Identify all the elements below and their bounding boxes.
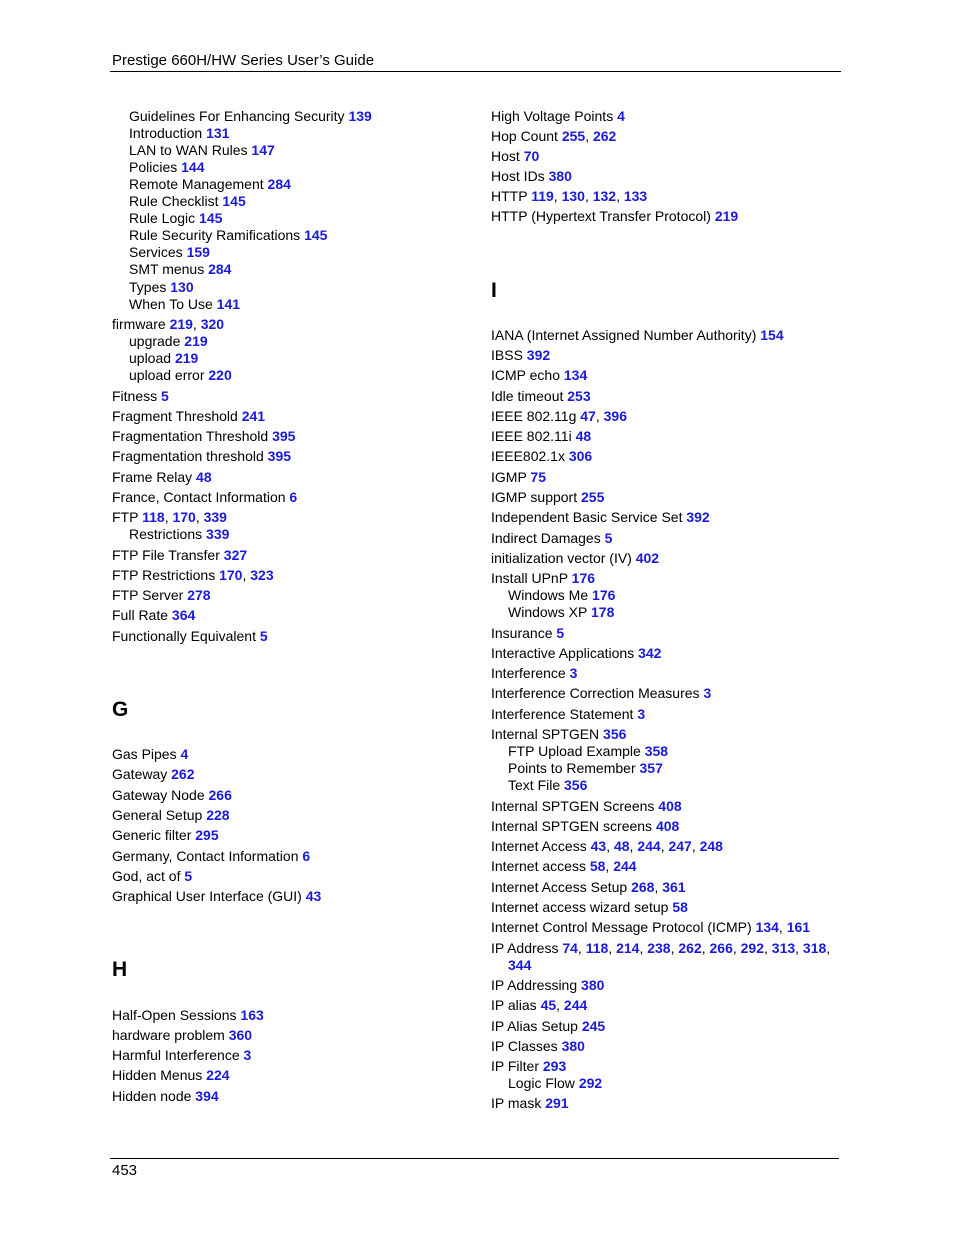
index-subentry — [129, 333, 208, 350]
page-link[interactable]: 134 — [563, 367, 588, 383]
index-entry — [112, 628, 268, 645]
page-link[interactable]: 4 — [617, 108, 625, 124]
index-term: France, Contact Information — [112, 489, 286, 505]
index-term: Policies — [129, 159, 178, 175]
index-term: Graphical User Interface (GUI) — [112, 888, 302, 904]
index-term: Internet Access Setup — [491, 879, 628, 895]
index-term: Fragment Threshold — [112, 408, 238, 424]
index-entry: firmware 219, 320 — [112, 316, 225, 332]
page-link[interactable]: 380 — [561, 1038, 585, 1054]
index-entry — [112, 766, 195, 783]
index-term: Windows XP — [508, 604, 588, 620]
index-term: Points to Remember — [508, 760, 636, 776]
index-entry — [491, 1058, 566, 1075]
index-term: IP Addressing — [491, 977, 578, 993]
page-link[interactable]: 3 — [243, 1047, 252, 1063]
index-subentry — [129, 279, 194, 296]
page-link[interactable]: 266 — [208, 787, 232, 803]
index-term: FTP File Transfer — [112, 547, 220, 563]
page-link[interactable]: 6 — [289, 489, 298, 505]
page-link[interactable]: 5 — [556, 625, 565, 641]
index-term: Half-Open Sessions — [112, 1007, 237, 1023]
index-subentry — [508, 743, 668, 760]
page-link[interactable]: 356 — [564, 777, 588, 793]
index-entry — [491, 530, 612, 547]
index-subentry — [129, 261, 231, 278]
page-link[interactable]: 133 — [623, 188, 648, 204]
index-entry — [491, 108, 625, 125]
page-link[interactable]: 58 — [672, 899, 688, 915]
page-link[interactable]: 145 — [199, 210, 223, 226]
index-term: High Voltage Points — [491, 108, 614, 124]
index-entry — [491, 388, 591, 405]
index-term: IGMP support — [491, 489, 578, 505]
index-entry — [491, 208, 738, 225]
index-term: God, act of — [112, 868, 181, 884]
page-link[interactable]: 147 — [251, 142, 275, 158]
index-subentry — [129, 367, 232, 384]
page-link[interactable]: 43 — [305, 888, 322, 904]
index-entry — [112, 489, 297, 506]
page-link[interactable]: 284 — [208, 261, 232, 277]
page-link[interactable]: 48 — [196, 469, 212, 485]
index-subentry — [129, 210, 222, 227]
page-link[interactable]: 145 — [222, 193, 246, 209]
footer-rule — [110, 1158, 839, 1159]
index-entry — [112, 587, 211, 604]
index-entry: IP alias 45, 244 — [491, 997, 588, 1013]
page-link[interactable]: 219 — [714, 208, 739, 224]
index-entry — [491, 347, 550, 364]
page-link[interactable]: 219 — [174, 350, 199, 366]
index-term: HTTP (Hypertext Transfer Protocol) — [491, 208, 711, 224]
page-link[interactable]: 170 — [219, 567, 243, 583]
index-entry: Internet Control Message Protocol (ICMP) 134, 161 — [491, 919, 811, 935]
index-entry — [491, 899, 688, 916]
page-link[interactable]: 364 — [171, 607, 196, 623]
index-term: Internet Control Message Protocol (ICMP) — [491, 919, 752, 935]
index-term: Full Rate — [112, 607, 169, 623]
index-subentry — [129, 350, 198, 367]
page-link[interactable]: 248 — [699, 838, 723, 854]
page-link[interactable]: 214 — [616, 940, 640, 956]
index-entry — [491, 148, 539, 165]
index-term: Germany, Contact Information — [112, 848, 299, 864]
page-link[interactable]: 255 — [581, 489, 605, 505]
page-link[interactable]: 278 — [187, 587, 211, 603]
index-entry: Internet access 58, 244 — [491, 858, 637, 874]
index-term: Gateway — [112, 766, 168, 782]
index-term: Indirect Damages — [491, 530, 601, 546]
index-term: Internet access wizard setup — [491, 899, 669, 915]
page-link[interactable]: 380 — [581, 977, 605, 993]
index-entry — [112, 408, 265, 425]
index-term: Gateway Node — [112, 787, 205, 803]
index-entry — [112, 1088, 219, 1105]
index-entry — [491, 489, 604, 506]
index-term: IEEE 802.11g — [491, 408, 577, 424]
index-entry — [491, 570, 595, 587]
index-entry — [112, 469, 212, 486]
page-link[interactable]: 224 — [206, 1067, 230, 1083]
index-subentry — [129, 227, 327, 244]
page-link[interactable]: 244 — [613, 858, 637, 874]
page-link[interactable]: 176 — [592, 587, 616, 603]
index-term: Internal SPTGEN — [491, 726, 600, 742]
page-link[interactable]: 45 — [540, 997, 557, 1013]
index-term: IEEE 802.11i — [491, 428, 572, 444]
page-link[interactable]: 74 — [562, 940, 578, 956]
index-term: Introduction — [129, 125, 203, 141]
page-link[interactable]: 284 — [267, 176, 291, 192]
page-link[interactable]: 245 — [581, 1018, 606, 1034]
index-term: Fragmentation Threshold — [112, 428, 269, 444]
page-link[interactable]: 266 — [709, 940, 733, 956]
page-link[interactable]: 295 — [195, 827, 219, 843]
header-rule — [110, 71, 841, 72]
page-link[interactable]: 380 — [548, 168, 572, 184]
index-term: upgrade — [129, 333, 181, 349]
index-entry — [491, 327, 784, 344]
page-link[interactable]: 342 — [638, 645, 662, 661]
index-entry — [491, 367, 587, 384]
index-entry: HTTP 119, 130, 132, 133 — [491, 188, 648, 204]
page-link[interactable]: 219 — [169, 316, 193, 332]
index-subentry — [129, 108, 372, 125]
page-link[interactable]: 394 — [195, 1088, 219, 1104]
index-term: When To Use — [129, 296, 213, 312]
page-link[interactable]: 392 — [686, 509, 710, 525]
index-term: IP Classes — [491, 1038, 558, 1054]
page-link[interactable]: 170 — [172, 509, 196, 525]
page-link[interactable]: 320 — [200, 316, 225, 332]
page-link[interactable]: 408 — [655, 818, 680, 834]
page-link[interactable]: 3 — [703, 685, 712, 701]
index-entry: Internet Access 43, 48, 244, 247, 248 — [491, 838, 723, 854]
index-term: Interference Correction Measures — [491, 685, 700, 701]
index-entry — [112, 607, 195, 624]
index-entry — [112, 827, 219, 844]
page-link[interactable]: 4 — [180, 746, 189, 762]
page-link[interactable]: 5 — [184, 868, 193, 884]
index-subentry — [129, 244, 210, 261]
index-entry — [112, 888, 321, 905]
index-subentry — [508, 760, 663, 777]
section-letter: I — [491, 279, 497, 302]
page-link[interactable]: 176 — [571, 570, 596, 586]
index-entry: IP Address 74, 118, 214, 238, 262, 266, 292, 313, 318, — [491, 940, 831, 956]
index-entry — [112, 448, 291, 465]
index-subentry — [129, 125, 229, 142]
index-entry-continuation — [508, 957, 531, 974]
index-entry — [491, 645, 661, 662]
page-link[interactable]: 395 — [267, 448, 292, 464]
index-term: Services — [129, 244, 183, 260]
page-link[interactable]: 262 — [171, 766, 195, 782]
index-entry — [112, 1027, 252, 1044]
index-term: Hidden node — [112, 1088, 192, 1104]
index-entry — [491, 1095, 569, 1112]
index-subentry — [129, 176, 291, 193]
page-link[interactable]: 255 — [561, 128, 586, 144]
page-link[interactable]: 163 — [240, 1007, 264, 1023]
page-link[interactable]: 253 — [567, 388, 591, 404]
index-entry: FTP 118, 170, 339 — [112, 509, 227, 525]
page-link[interactable]: 262 — [592, 128, 617, 144]
index-entry — [491, 428, 591, 445]
page-link[interactable]: 118 — [142, 509, 165, 525]
index-term: Generic filter — [112, 827, 192, 843]
page-link[interactable]: 358 — [644, 743, 669, 759]
index-term: Types — [129, 279, 167, 295]
index-entry — [491, 818, 679, 835]
index-term: Windows Me — [508, 587, 589, 603]
page-link[interactable]: 360 — [228, 1027, 253, 1043]
page-link[interactable]: 356 — [603, 726, 627, 742]
page-link[interactable]: 58 — [589, 858, 606, 874]
page-link[interactable]: 361 — [662, 879, 686, 895]
index-term: Internal SPTGEN screens — [491, 818, 653, 834]
page-link[interactable]: 178 — [591, 604, 615, 620]
page-link[interactable]: 161 — [786, 919, 811, 935]
index-entry — [491, 509, 710, 526]
page-link[interactable]: 228 — [206, 807, 230, 823]
index-entry — [112, 1067, 230, 1084]
page-link[interactable]: 144 — [181, 159, 205, 175]
index-term: Hidden Menus — [112, 1067, 203, 1083]
index-term: Rule Checklist — [129, 193, 219, 209]
index-term: upload — [129, 350, 172, 366]
index-term: Interactive Applications — [491, 645, 635, 661]
index-term: FTP Server — [112, 587, 184, 603]
page-link[interactable]: 219 — [184, 333, 208, 349]
page-link[interactable]: 244 — [563, 997, 588, 1013]
page-link[interactable]: 5 — [161, 388, 169, 404]
index-term: firmware — [112, 316, 166, 332]
page-link[interactable]: 339 — [203, 509, 227, 525]
page-link[interactable]: 327 — [223, 547, 248, 563]
page-link[interactable]: 244 — [637, 838, 661, 854]
page-link[interactable]: 357 — [639, 760, 663, 776]
index-term: FTP Restrictions — [112, 567, 216, 583]
index-term: Host — [491, 148, 520, 164]
index-term: IP Alias Setup — [491, 1018, 578, 1034]
index-entry — [491, 469, 546, 486]
page-link[interactable]: 118 — [585, 940, 609, 956]
page-link[interactable]: 70 — [523, 148, 540, 164]
index-term: IP Filter — [491, 1058, 539, 1074]
index-term: IP alias — [491, 997, 537, 1013]
index-subentry — [129, 526, 229, 543]
index-term: Internet Access — [491, 838, 587, 854]
index-entry: Hop Count 255, 262 — [491, 128, 617, 144]
index-term: IGMP — [491, 469, 527, 485]
index-term: Rule Security Ramifications — [129, 227, 301, 243]
index-term: Host IDs — [491, 168, 545, 184]
index-subentry — [129, 193, 246, 210]
page-link[interactable]: 6 — [302, 848, 311, 864]
page-link[interactable]: 130 — [170, 279, 194, 295]
index-entry — [112, 868, 192, 885]
page-link[interactable]: 220 — [208, 367, 232, 383]
index-term: Rule Logic — [129, 210, 196, 226]
page-link[interactable]: 292 — [740, 940, 764, 956]
index-subentry — [129, 142, 275, 159]
page-link[interactable]: 139 — [348, 108, 372, 124]
index-entry — [112, 1007, 264, 1024]
index-term: General Setup — [112, 807, 203, 823]
page-link[interactable]: 141 — [216, 296, 241, 312]
index-entry — [112, 787, 232, 804]
page-link[interactable]: 5 — [259, 628, 268, 644]
page-link[interactable]: 392 — [526, 347, 551, 363]
page-link[interactable]: 344 — [508, 957, 532, 973]
index-entry — [491, 706, 645, 723]
index-term: FTP — [112, 509, 139, 525]
index-term: IBSS — [491, 347, 523, 363]
running-header: Prestige 660H/HW Series User’s Guide — [112, 52, 375, 69]
section-letter: H — [112, 958, 128, 981]
index-entry — [112, 547, 247, 564]
index-entry — [491, 798, 682, 815]
index-term: HTTP — [491, 188, 528, 204]
index-term: upload error — [129, 367, 205, 383]
page-link[interactable]: 3 — [637, 706, 646, 722]
page-link[interactable]: 291 — [545, 1095, 569, 1111]
index-term: Fitness — [112, 388, 158, 404]
page-link[interactable]: 47 — [580, 408, 596, 424]
index-subentry — [508, 587, 615, 604]
index-term: Internet access — [491, 858, 586, 874]
page-link[interactable]: 323 — [250, 567, 274, 583]
page-link[interactable]: 43 — [590, 838, 607, 854]
index-term: Insurance — [491, 625, 553, 641]
page-link[interactable]: 262 — [678, 940, 702, 956]
page-link[interactable]: 268 — [631, 879, 655, 895]
page-link[interactable]: 396 — [603, 408, 627, 424]
index-entry — [112, 428, 295, 445]
page-link[interactable]: 3 — [569, 665, 578, 681]
page-link[interactable]: 154 — [760, 327, 784, 343]
index-subentry — [129, 296, 240, 313]
index-term: Logic Flow — [508, 1075, 575, 1091]
index-entry: IEEE 802.11g 47, 396 — [491, 408, 627, 424]
index-entry — [112, 807, 230, 824]
index-entry — [112, 1047, 251, 1064]
index-entry: FTP Restrictions 170, 323 — [112, 567, 274, 583]
index-term: hardware problem — [112, 1027, 225, 1043]
index-entry — [112, 746, 188, 763]
page-link[interactable]: 306 — [568, 448, 593, 464]
index-subentry — [508, 604, 614, 621]
page-link[interactable]: 75 — [530, 469, 546, 485]
index-term: IP Address — [491, 940, 559, 956]
page-link[interactable]: 313 — [771, 940, 796, 956]
index-term: IP mask — [491, 1095, 542, 1111]
index-term: IANA (Internet Assigned Number Authority) — [491, 327, 757, 343]
index-term: IEEE802.1x — [491, 448, 565, 464]
page-link[interactable]: 159 — [186, 244, 210, 260]
index-term: Independent Basic Service Set — [491, 509, 683, 525]
index-term: Functionally Equivalent — [112, 628, 256, 644]
index-entry — [491, 550, 659, 567]
index-entry — [491, 665, 577, 682]
index-entry — [491, 726, 626, 743]
index-entry: Internet Access Setup 268, 361 — [491, 879, 686, 895]
index-term: Text File — [508, 777, 561, 793]
page-link[interactable]: 318 — [802, 940, 827, 956]
page-link[interactable]: 131 — [206, 125, 230, 141]
index-term: SMT menus — [129, 261, 205, 277]
index-entry — [491, 1038, 585, 1055]
index-entry — [491, 1018, 605, 1035]
index-entry — [491, 625, 564, 642]
index-term: Fragmentation threshold — [112, 448, 264, 464]
index-term: ICMP echo — [491, 367, 560, 383]
index-term: Guidelines For Enhancing Security — [129, 108, 345, 124]
index-entry — [491, 168, 572, 185]
index-term: Gas Pipes — [112, 746, 177, 762]
page-link[interactable]: 238 — [647, 940, 671, 956]
index-term: Interference — [491, 665, 566, 681]
index-entry — [112, 848, 310, 865]
index-term: Hop Count — [491, 128, 558, 144]
page-link[interactable]: 119 — [531, 188, 554, 204]
page-link[interactable]: 132 — [592, 188, 617, 204]
page-link[interactable]: 241 — [241, 408, 266, 424]
index-term: Internal SPTGEN Screens — [491, 798, 655, 814]
page-link[interactable]: 292 — [578, 1075, 603, 1091]
index-term: Idle timeout — [491, 388, 564, 404]
page-link[interactable]: 293 — [542, 1058, 567, 1074]
page-link[interactable]: 395 — [272, 428, 296, 444]
page-link[interactable]: 134 — [755, 919, 779, 935]
page-link[interactable]: 402 — [635, 550, 660, 566]
page-link[interactable]: 5 — [604, 530, 613, 546]
index-entry — [112, 388, 169, 405]
index-term: initialization vector (IV) — [491, 550, 632, 566]
index-term: Remote Management — [129, 176, 264, 192]
page-link[interactable]: 145 — [304, 227, 328, 243]
index-entry — [491, 977, 604, 994]
index-term: FTP Upload Example — [508, 743, 641, 759]
index-entry — [491, 448, 592, 465]
page-link[interactable]: 48 — [613, 838, 630, 854]
index-term: Install UPnP — [491, 570, 568, 586]
section-letter: G — [112, 698, 129, 721]
index-term: Restrictions — [129, 526, 203, 542]
page-link[interactable]: 130 — [561, 188, 585, 204]
index-subentry — [508, 1075, 602, 1092]
page-link[interactable]: 408 — [658, 798, 682, 814]
index-term: Interference Statement — [491, 706, 634, 722]
page-link[interactable]: 247 — [668, 838, 692, 854]
index-entry — [491, 685, 711, 702]
index-subentry — [508, 777, 587, 794]
index-subentry — [129, 159, 205, 176]
index-term: Harmful Interference — [112, 1047, 240, 1063]
page-link[interactable]: 48 — [575, 428, 592, 444]
page-number: 453 — [112, 1162, 138, 1179]
index-term: Frame Relay — [112, 469, 193, 485]
page-link[interactable]: 339 — [206, 526, 230, 542]
index-term: LAN to WAN Rules — [129, 142, 248, 158]
